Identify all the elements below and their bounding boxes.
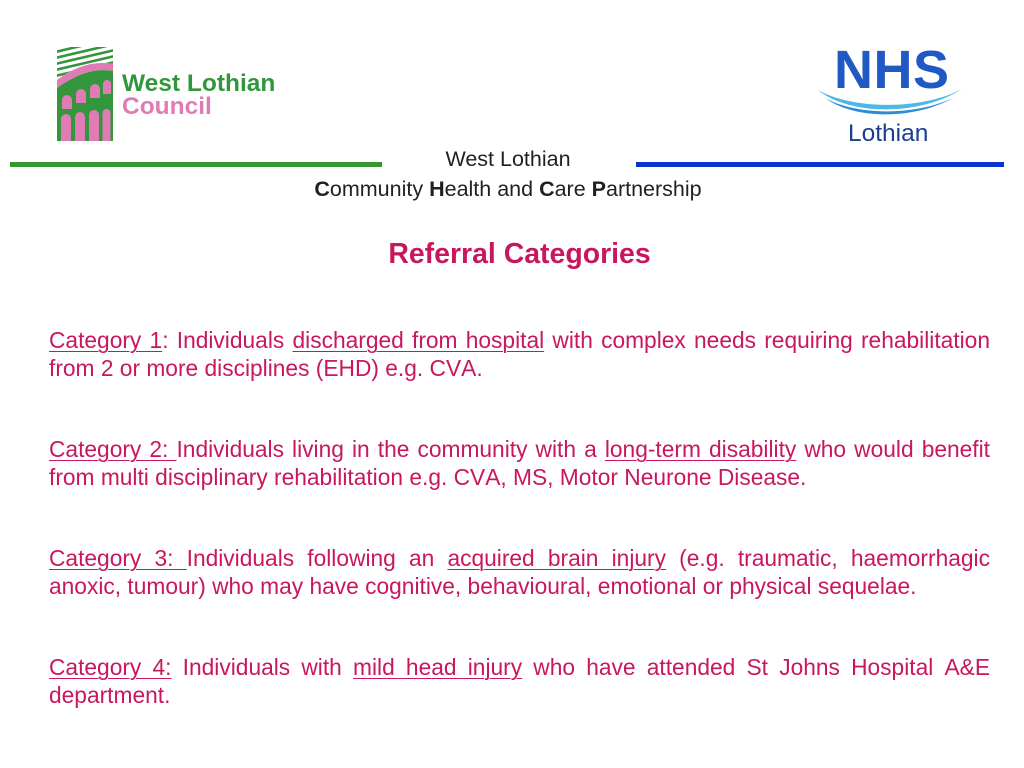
partnership-name (258, 174, 758, 204)
category-1-paragraph (49, 326, 990, 382)
nhs-region-name: Lothian (848, 120, 929, 147)
nhs-wordmark: NHS (834, 40, 950, 100)
partnership-area: West Lothian (445, 147, 571, 171)
partnership-word-rest: artnership (606, 177, 702, 201)
category-key-term: discharged from hospital (292, 327, 545, 353)
partnership-initial: P (591, 177, 606, 201)
category-lead-text: : Individuals (162, 327, 293, 353)
category-label: Category 4: (49, 654, 172, 680)
partnership-initial: C (314, 177, 330, 201)
category-detail-text: with complex needs requiring rehabilitation from 2 or more disciplines (EHD) e.g. CVA. (49, 327, 990, 381)
category-detail-text: who have attended St Johns Hospital A&E department. (49, 654, 991, 708)
category-list (49, 326, 990, 762)
category-lead-text: Individuals living in the community with a (176, 436, 605, 462)
category-4-paragraph (49, 653, 990, 709)
category-label: Category 1 (49, 327, 163, 353)
council-name-line1: West Lothian (122, 70, 276, 97)
category-key-term: mild head injury (353, 654, 523, 680)
category-key-term: acquired brain injury (447, 545, 666, 571)
partnership-word-rest: ommunity (329, 177, 430, 201)
category-detail-text: who would benefit from multi disciplinary rehabilitation e.g. CVA, MS, Motor Neurone Disease. (49, 436, 991, 490)
category-label: Category 3: (49, 545, 187, 571)
partnership-initial: C (539, 177, 555, 201)
partnership-word-rest: ealth and (444, 177, 540, 201)
category-key-term: long-term disability (604, 436, 797, 462)
category-lead-text: Individuals following an (186, 545, 448, 571)
wave-swoosh-icon (815, 86, 965, 120)
council-name-line2: Council (122, 93, 212, 120)
page-title: Referral Categories (388, 238, 651, 270)
category-label: Category 2: (49, 436, 177, 462)
category-3-paragraph (49, 544, 990, 600)
category-2-paragraph (49, 435, 990, 491)
wave-upper (818, 89, 962, 109)
category-detail-text: (e.g. traumatic, haemorrhagic anoxic, tumour) who may have cognitive, behavioural, emotional or physical sequelae. (49, 545, 990, 599)
partnership-banner (258, 144, 758, 204)
partnership-word-rest: are (554, 177, 592, 201)
viaduct-emblem-icon (57, 47, 113, 141)
category-lead-text: Individuals with (171, 654, 354, 680)
partnership-initial: H (429, 177, 445, 201)
